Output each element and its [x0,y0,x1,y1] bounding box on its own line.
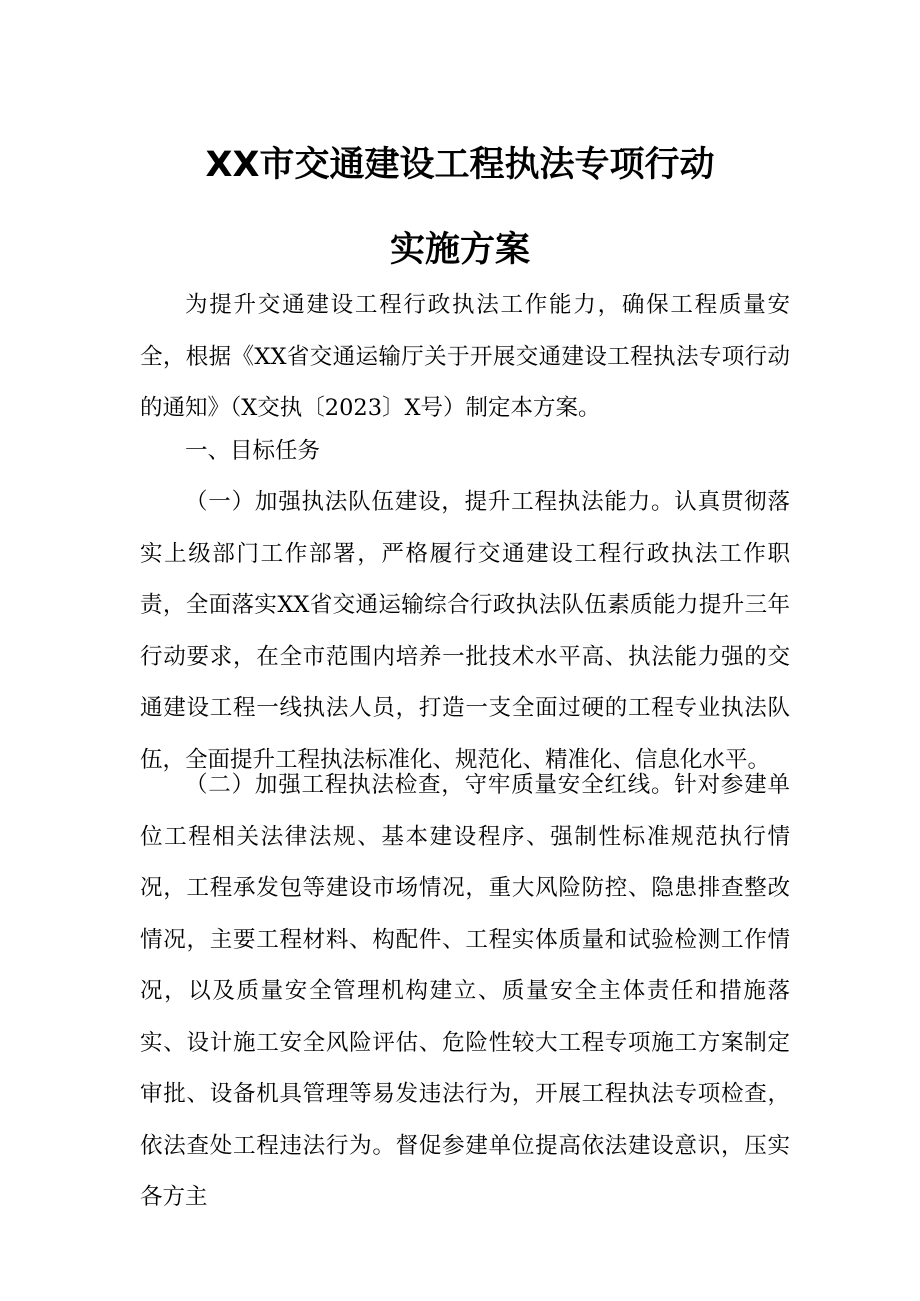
item-paragraph-2: （二）加强工程执法检查，守牢质量安全红线。针对参建单位工程相关法律法规、基本建设程序、强制性标准规范执行情况，工程承发包等建设市场情况，重大风险防控、隐患排查整改情况，主要工程材料、构配件、工程实体质量和试验检测工作情况，以及质量安全管理机构建立、质量安全主体责任和措施落实、设计施工安全风险评估、危险性较大工程专项施工方案制定审批、设备机具管理等易发违法行为，开展工程执法专项检查，依法查处工程违法行为。督促参建单位提高依法建设意识，压实各方主 [140,772,790,1210]
document-title-line2: 实施方案 [389,230,530,270]
intro-paragraph: 为提升交通建设工程行政执法工作能力，确保工程质量安全，根据《XX省交通运输厅关于开展交通建设工程执法专项行动的通知》（X交执〔2023〕X号）制定本方案。 [140,292,790,421]
item-paragraph-1: （一）加强执法队伍建设，提升工程执法能力。认真贯彻落实上级部门工作部署，严格履行交通建设工程行政执法工作职责，全面落实XX省交通运输综合行政执法队伍素质能力提升三年行动要求，在全市范围内培养一批技术水平高、执法能力强的交通建设工程一线执法人员，打造一支全面过硬的工程专业执法队伍，全面提升工程执法标准化、规范化、精准化、信息化水平。 [140,489,790,773]
document-title-line1: XX市交通建设工程执法专项行动 [205,145,715,185]
section-heading: 一、目标任务 [185,438,321,464]
